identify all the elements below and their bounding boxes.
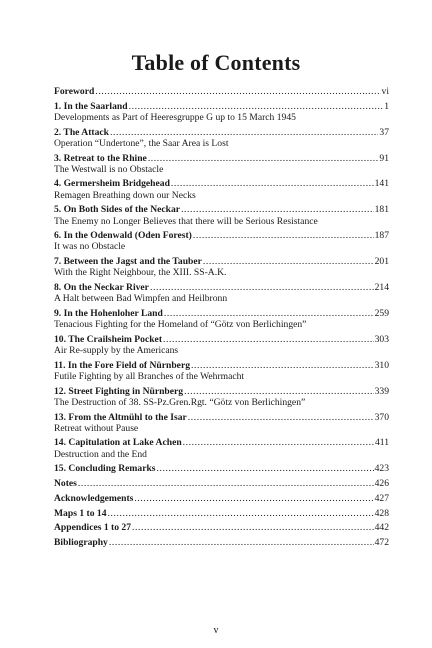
page-number: v <box>213 625 219 636</box>
dot-leader <box>163 334 374 345</box>
toc-entry-subtitle: Remagen Breathing down our Necks <box>54 189 196 201</box>
toc-entry-line <box>54 386 389 397</box>
toc-entry-page: 426 <box>374 478 389 490</box>
toc-entry <box>54 153 389 175</box>
dot-leader <box>108 508 374 519</box>
toc-entry <box>54 256 389 278</box>
toc-entry-page: 141 <box>374 178 389 190</box>
toc-entry-title: Acknowledgements <box>54 492 134 504</box>
toc-entry <box>54 334 389 356</box>
toc-entry-page: 370 <box>374 411 389 423</box>
dot-leader <box>109 537 374 548</box>
dot-leader <box>164 308 374 319</box>
toc-entry-line <box>54 127 389 138</box>
dot-leader <box>181 204 374 215</box>
toc-entry-page: 214 <box>374 282 389 294</box>
toc-entry <box>54 204 389 226</box>
toc-entry-subtitle: Tenacious Fighting for the Homeland of “Götz von Berlichingen” <box>54 319 307 331</box>
toc-entry-page: 427 <box>374 492 389 504</box>
dot-leader <box>171 178 374 189</box>
dot-leader <box>193 230 374 241</box>
toc-entry-title: 5. On Both Sides of the Neckar <box>54 204 181 216</box>
toc-entry-line <box>54 308 389 319</box>
toc-entry-line <box>54 537 389 548</box>
toc-entry-page: 181 <box>374 204 389 216</box>
page-title: Table of Contents <box>131 50 301 75</box>
toc-entry-line <box>54 478 389 489</box>
toc-entry-title: 4. Germersheim Bridgehead <box>54 178 170 190</box>
toc-entry <box>54 463 389 474</box>
toc-entry-title: 7. Between the Jagst and the Tauber <box>54 256 202 268</box>
toc-entry-page: 303 <box>374 333 389 345</box>
toc-entry-subtitle: Air Re-supply by the Americans <box>54 345 179 357</box>
toc-entry-page: 1 <box>384 100 389 112</box>
toc-entry-title: 1. In the Saarland <box>54 100 128 112</box>
toc-entry-page: 472 <box>374 536 389 548</box>
toc-entry-page: 201 <box>374 256 389 268</box>
toc-entry-line <box>54 101 389 112</box>
toc-entry-page: 423 <box>374 463 389 475</box>
toc-entry-subtitle: Operation “Undertone”, the Saar Area is Lost <box>54 137 229 149</box>
toc-entry <box>54 386 389 408</box>
toc-entry <box>54 360 389 382</box>
toc-entry-line <box>54 522 389 533</box>
toc-entry-title: 15. Concluding Remarks <box>54 463 156 475</box>
toc-entry-title: 13. From the Altmühl to the Isar <box>54 411 187 423</box>
toc-entry <box>54 127 389 149</box>
toc-entry-title: 14. Capitulation at Lake Achen <box>54 437 182 449</box>
toc-entry-page: 339 <box>374 385 389 397</box>
toc-entry-page: 91 <box>379 152 389 164</box>
toc-entry-title: 10. The Crailsheim Pocket <box>54 333 163 345</box>
toc-entry <box>54 508 389 519</box>
toc-entry <box>54 493 389 504</box>
toc-entry <box>54 437 389 459</box>
toc-entry-subtitle: The Enemy no Longer Believes that there will be Serious Resistance <box>54 215 318 227</box>
dot-leader <box>157 463 374 474</box>
toc-entry-title: 6. In the Odenwald (Oden Forest) <box>54 230 192 242</box>
toc-entry-subtitle: Destruction and the End <box>54 448 147 460</box>
dot-leader <box>150 282 374 293</box>
toc-entry-subtitle: Futile Fighting by all Branches of the Wehrmacht <box>54 370 245 382</box>
toc-entry-subtitle: The Destruction of 38. SS-Pz.Gren.Rgt. “Götz von Berlichingen” <box>54 396 306 408</box>
toc-entry-page: vi <box>381 86 389 97</box>
toc-entry-line <box>54 282 389 293</box>
toc-entry <box>54 282 389 304</box>
toc-entry-line <box>54 508 389 519</box>
toc-entry-title: Appendices 1 to 27 <box>54 522 132 534</box>
dot-leader <box>78 478 374 489</box>
toc-entry-title: 12. Street Fighting in Nürnberg <box>54 385 184 397</box>
dot-leader <box>110 127 378 138</box>
toc-entry-title: 11. In the Fore Field of Nürnberg <box>54 359 190 371</box>
toc-entry-title: Bibliography <box>54 536 108 548</box>
toc-entry <box>54 522 389 533</box>
toc-entry-subtitle: It was no Obstacle <box>54 241 126 253</box>
dot-leader <box>203 256 374 267</box>
dot-leader <box>148 153 379 164</box>
toc-entry <box>54 178 389 200</box>
toc-entry-page: 310 <box>374 359 389 371</box>
dot-leader <box>188 412 374 423</box>
dot-leader <box>95 86 380 97</box>
toc-entry-line <box>54 204 389 215</box>
toc-entry-title: 3. Retreat to the Rhine <box>54 152 147 164</box>
table-of-contents <box>54 86 389 552</box>
toc-entry-subtitle: Retreat without Pause <box>54 422 139 434</box>
dot-leader <box>191 360 374 371</box>
toc-entry-line <box>54 493 389 504</box>
toc-entry-subtitle: With the Right Neighbour, the XIII. SS-A.K. <box>54 267 227 279</box>
toc-entry-title: Notes <box>54 478 77 490</box>
toc-entry-line <box>54 463 389 474</box>
toc-entry-line <box>54 412 389 423</box>
dot-leader <box>134 493 373 504</box>
toc-entry-page: 187 <box>374 230 389 242</box>
toc-entry-page: 259 <box>374 307 389 319</box>
toc-entry-title: Maps 1 to 14 <box>54 507 107 519</box>
toc-entry-subtitle: The Westwall is no Obstacle <box>54 163 164 175</box>
toc-entry <box>54 86 389 97</box>
toc-entry-line <box>54 360 389 371</box>
toc-entry <box>54 101 389 123</box>
toc-entry <box>54 412 389 434</box>
toc-entry-page: 37 <box>379 126 389 138</box>
toc-entry-line <box>54 256 389 267</box>
toc-entry-line <box>54 437 389 448</box>
toc-entry-title: 2. The Attack <box>54 126 109 138</box>
toc-entry <box>54 230 389 252</box>
toc-entry-title: 9. In the Hohenloher Land <box>54 307 163 319</box>
toc-entry <box>54 478 389 489</box>
toc-entry-line <box>54 334 389 345</box>
dot-leader <box>129 101 384 112</box>
toc-entry-title: 8. On the Neckar River <box>54 282 149 294</box>
toc-entry-page: 428 <box>374 507 389 519</box>
toc-entry-page: 442 <box>374 522 389 534</box>
toc-entry-page: 411 <box>374 437 389 449</box>
toc-entry-line <box>54 153 389 164</box>
toc-entry-line <box>54 230 389 241</box>
dot-leader <box>183 437 374 448</box>
toc-entry <box>54 308 389 330</box>
toc-entry-subtitle: A Halt between Bad Wimpfen and Heilbronn <box>54 293 228 305</box>
dot-leader <box>184 386 374 397</box>
toc-entry-title: Foreword <box>54 86 95 97</box>
toc-entry-subtitle: Developments as Part of Heeresgruppe G up to 15 March 1945 <box>54 111 296 123</box>
dot-leader <box>132 522 374 533</box>
toc-entry-line <box>54 86 389 97</box>
toc-entry <box>54 537 389 548</box>
toc-entry-line <box>54 178 389 189</box>
